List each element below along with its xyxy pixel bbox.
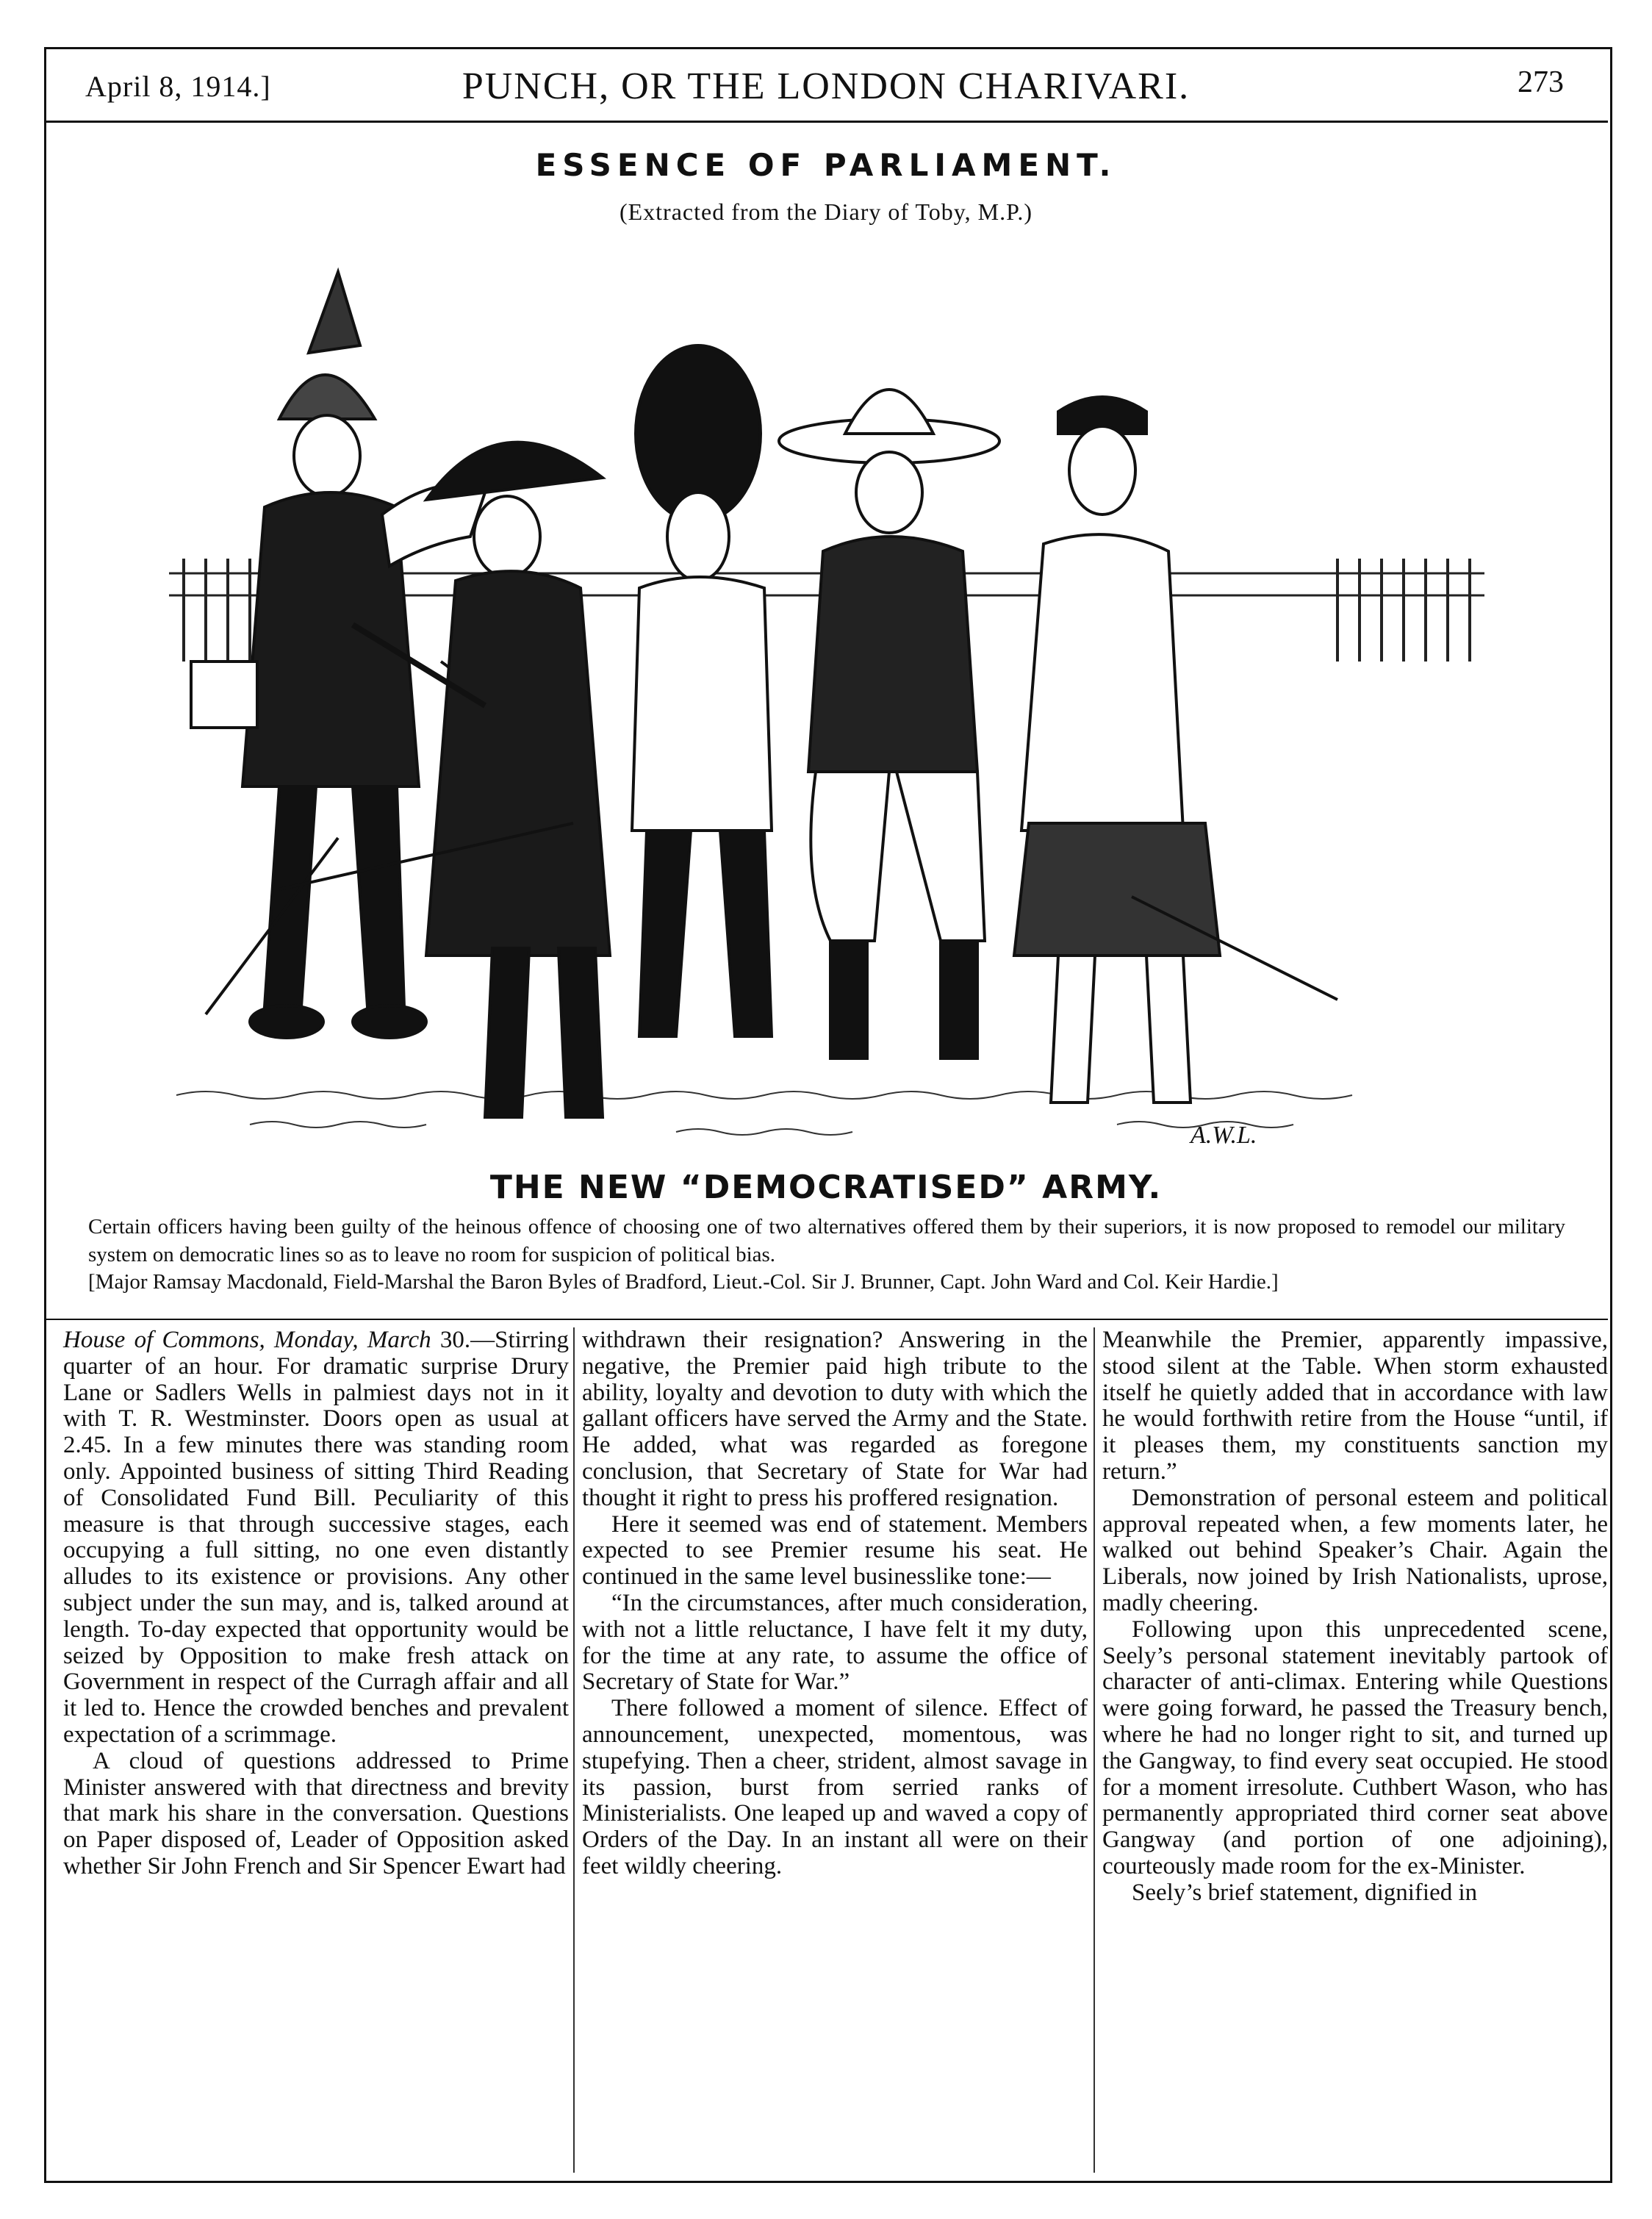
article-paragraph: There followed a moment of silence. Effect of announcement, unexpected, momentous, was stupefying. Then a cheer, strident, almost savage in its passion, burst from serried ranks of Ministerialists. One leaped up and waved a copy of Orders of the Day. In an instant all were on their feet wildly cheering. bbox=[582, 1695, 1088, 1879]
artist-signature: A.W.L. bbox=[1190, 1122, 1257, 1149]
cartoon-names: [Major Ramsay Macdonald, Field-Marshal the Baron Byles of Bradford, Lieut.-Col. Sir J. Brunner, Capt. John Ward and Col. Keir Hardie.] bbox=[88, 1270, 1279, 1294]
column-rule-2 bbox=[1093, 1327, 1095, 2173]
article-column-2 bbox=[582, 1327, 1088, 1880]
figure-highlander bbox=[1014, 397, 1337, 1103]
header-rule bbox=[44, 121, 1608, 123]
article-column-3 bbox=[1102, 1327, 1608, 1907]
article-paragraph: Demonstration of personal esteem and political approval repeated when, a few moments later, he walked out behind Speaker’s Chair. Again the Liberals, now joined by Irish Nationalists, uprose, madly cheering. bbox=[1102, 1484, 1608, 1616]
section-title: ESSENCE OF PARLIAMENT. bbox=[535, 147, 1117, 183]
figure-guardsman bbox=[632, 345, 772, 1036]
page-header bbox=[44, 47, 1608, 121]
article-dateline: House of Commons, Monday, March bbox=[63, 1327, 431, 1353]
article-paragraph: withdrawn their resignation? Answering in the negative, the Premier paid high tribute to the ability, loyalty and devotion to duty with which the gallant officers have served the Army and the State. He added, what was regarded as foregone conclusion, that Secretary of State for War had thought it right to press his proffered resignation. bbox=[582, 1327, 1088, 1511]
issue-date: April 8, 1914.] bbox=[85, 70, 271, 103]
article-paragraph: Seely’s brief statement, dignified in bbox=[1132, 1879, 1478, 1906]
article-paragraph: A cloud of questions addressed to Prime Minister answered with that directness and brevity that mark his share in the conversation. Questions on Paper disposed of, Leader of Opposition asked whether Sir John French and Sir Spencer Ewart had bbox=[63, 1747, 569, 1879]
article-quote: “In the circumstances, after much consideration, with not a little reluctance, I have felt it my duty, for the time at any rate, to assume the office of Secretary of State for War.” bbox=[582, 1589, 1088, 1696]
column-rule-1 bbox=[573, 1327, 575, 2173]
cartoon-illustration bbox=[162, 250, 1499, 1169]
page-number: 273 bbox=[1518, 65, 1564, 99]
article-column-1 bbox=[63, 1327, 569, 1880]
section-subtitle: (Extracted from the Diary of Toby, M.P.) bbox=[619, 198, 1033, 225]
figure-scout bbox=[779, 390, 999, 1058]
cartoon-caption: Certain officers having been guilty of the heinous offence of choosing one of two alternatives offered them by their superiors, it is now proposed to remodel our military system on democratic lines so as to leave no room for suspicion of political bias. bbox=[88, 1215, 1565, 1266]
article-paragraph: Following upon this unprecedented scene, Seely’s personal statement inevitably partook of character of anti-climax. Entering while Questions were going forward, he passed the Treasury bench, where he had no longer right to sit, and turned up the Gangway, to find every seat occupied. He stood for a moment irresolute. Cuthbert Wason, who has permanently appropriated third corner seat above Gangway (and portion of one adjoining), courteously made room for the ex-Minister. bbox=[1102, 1616, 1608, 1879]
article-paragraph: Meanwhile the Premier, apparently impassive, stood silent at the Table. When storm exhausted itself he quietly added that in accordance with law he would forthwith retire from the House “until, if it pleases them, my constituents sanction my return.” bbox=[1102, 1327, 1608, 1485]
caption-rule bbox=[44, 1319, 1608, 1320]
article-paragraph: 30.—Stirring quarter of an hour. For dramatic surprise Drury Lane or Sadlers Wells in palmiest days not in it with T. R. Westminster. Doors open as usual at 2.45. In a few minutes there was standing room only. Appointed business of sitting Third Reading of Consolidated Fund Bill. Peculiarity of this measure is that through successive stages, each occupying a full sitting, no one even distantly alludes to its existence or provisions. Any other subject under the sun may, and is, talked around at length. To-day expected that opportunity would be seized by Opposition to make fresh attack on Government in respect of the Curragh affair and all it led to. Hence the crowded benches and prevalent expectation of a scrimmage. bbox=[63, 1327, 569, 1748]
article-paragraph: Here it seemed was end of statement. Members expected to see Premier resume his seat. He continued in the same level businesslike tone:— bbox=[582, 1510, 1088, 1591]
publication-title: PUNCH, OR THE LONDON CHARIVARI. bbox=[462, 65, 1190, 107]
cartoon-title: THE NEW “DEMOCRATISED” ARMY. bbox=[489, 1169, 1163, 1206]
